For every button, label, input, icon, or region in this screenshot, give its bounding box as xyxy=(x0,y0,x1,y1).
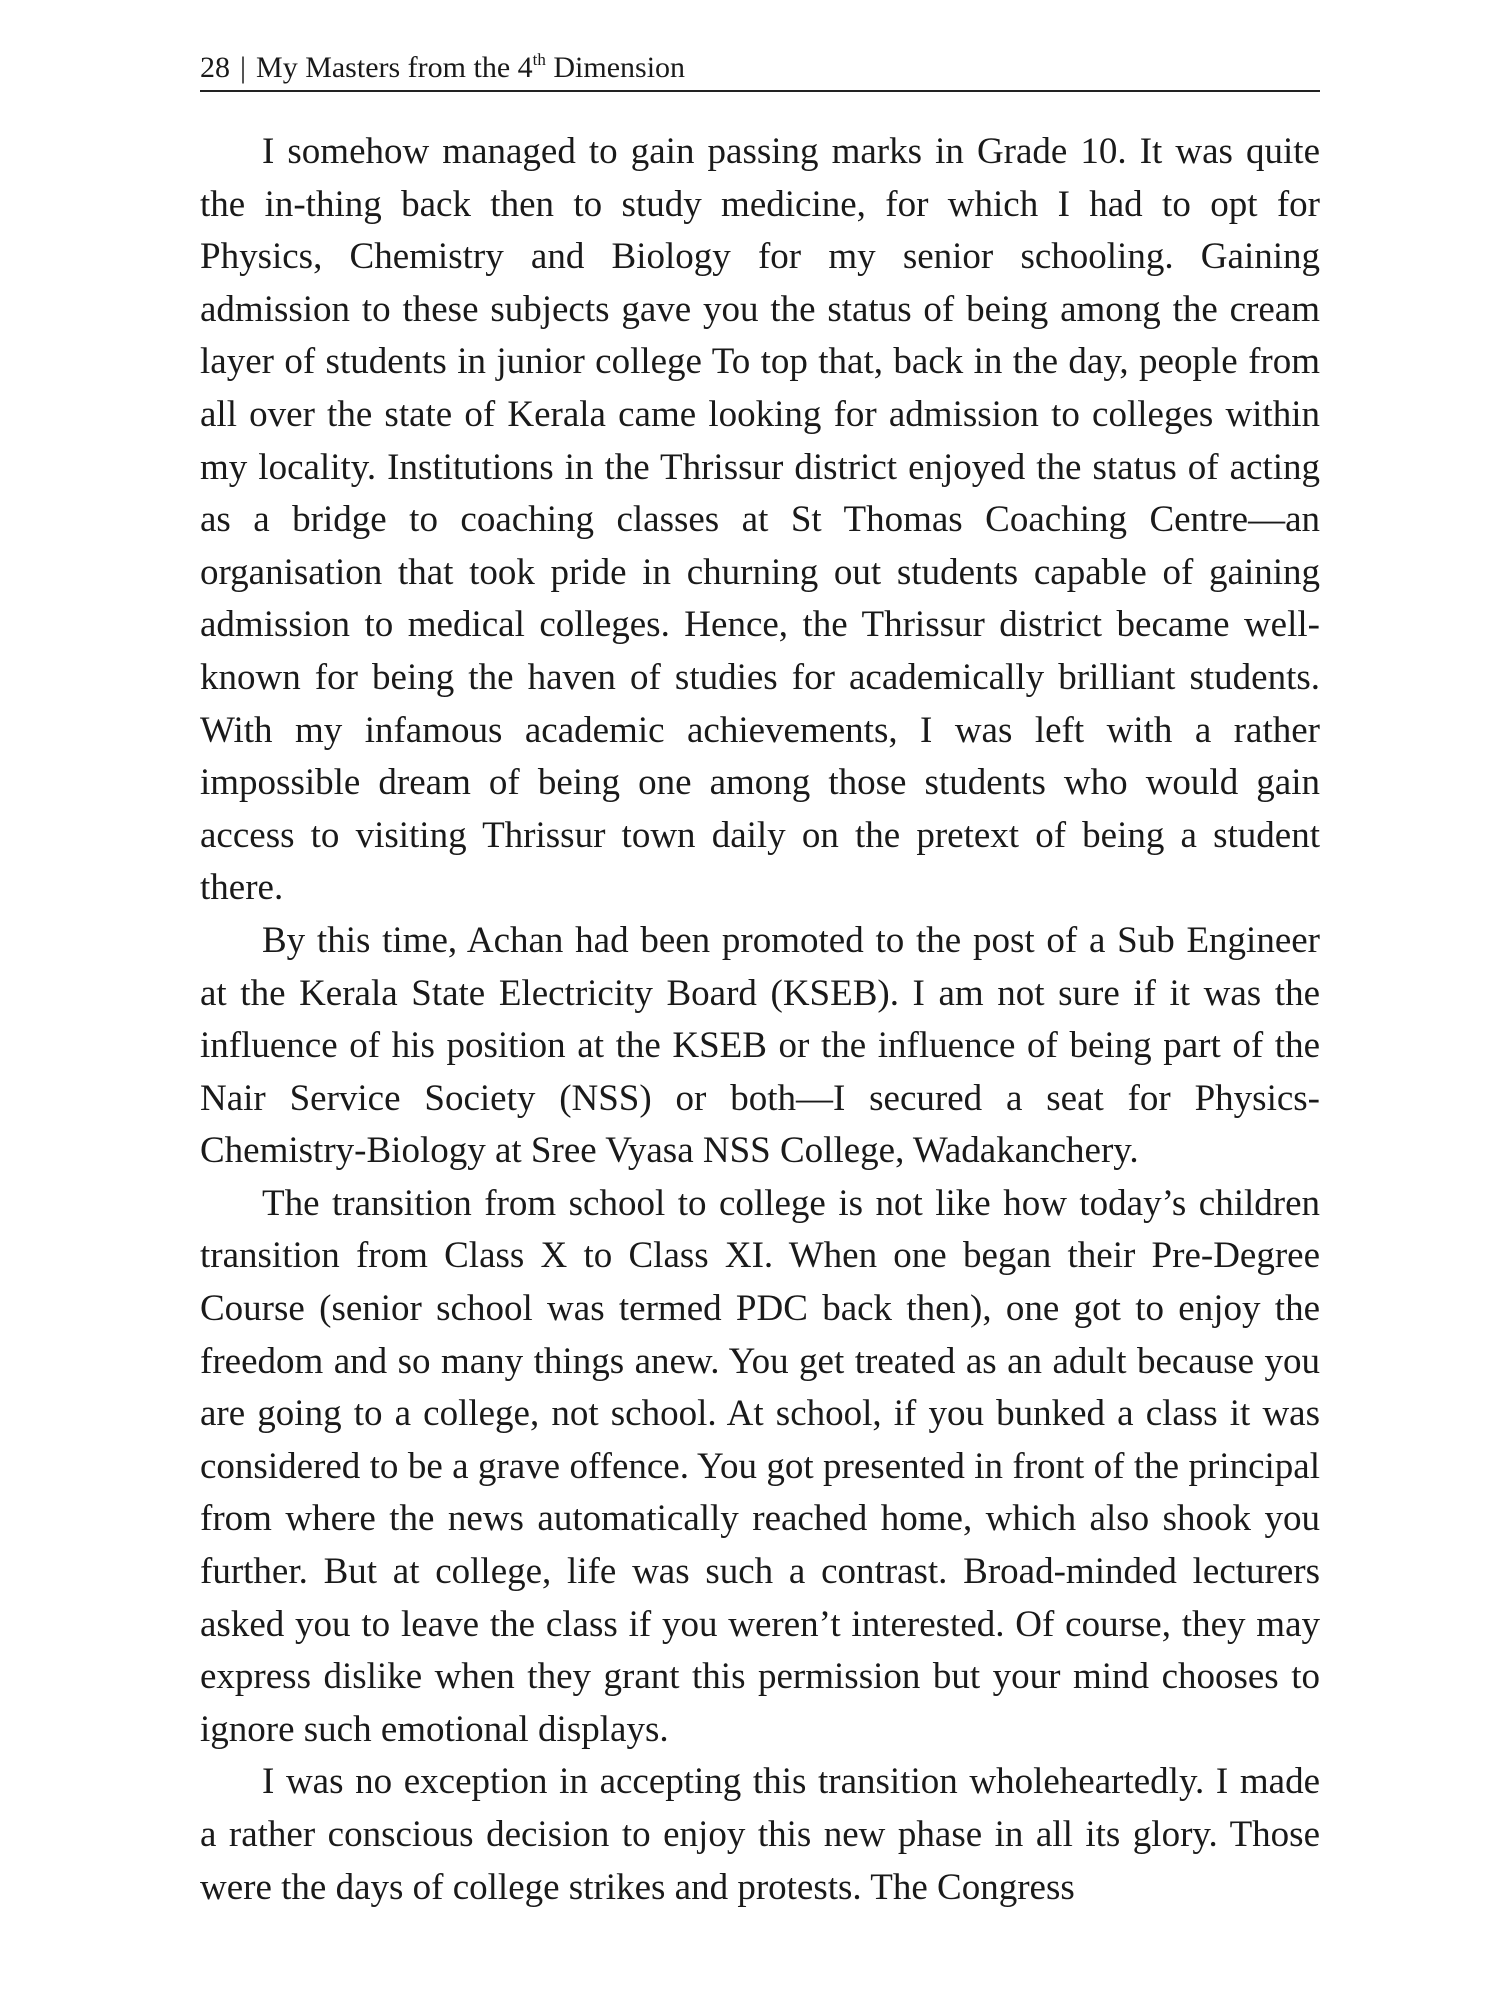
paragraph-3: The transition from school to college is not like how today’s children transition from Class X to Class XI. When one began their Pre-Degree Course (senior school was termed PDC back then), one got to enjoy the freedom and so many things anew. You get treated as an adult because you are going to a college, not school. At school, if you bunked a class it was considered to be a grave offence. You got presented in front of the principal from where the news automatically reached home, which also shook you further. But at college, life was such a contrast. Broad-minded lecturers asked you to leave the class if you weren’t interested. Of course, they may express dislike when they grant this permission but your mind chooses to ignore such emotional displays. xyxy=(200,1182,1320,1750)
book-title xyxy=(256,51,685,84)
page-number: 28 xyxy=(200,51,230,84)
book-title-ordinal-suffix: th xyxy=(532,50,546,69)
running-header xyxy=(200,44,1320,92)
paragraph-4: I was no exception in accepting this transition wholeheartedly. I made a rather conscious decision to enjoy this new phase in all its glory. Those were the days of college strikes and protests. The Congress xyxy=(200,1761,1320,1908)
header-separator: | xyxy=(240,51,247,84)
book-title-rest: Dimension xyxy=(545,51,686,84)
body-text xyxy=(200,126,1320,1914)
book-title-main: My Masters from the 4 xyxy=(256,51,533,84)
paragraph-1: I somehow managed to gain passing marks in Grade 10. It was quite the in-thing back then to study medicine, for which I had to opt for Physics, Chemistry and Biology for my senior schooling. Gaining admission to these subjects gave you the status of being among the cream layer of students in junior college To top that, back in the day, people from all over the state of Kerala came looking for admission to colleges within my locality. Institutions in the Thrissur district enjoyed the status of acting as a bridge to coaching classes at St Thomas Coaching Centre—an organisation that took pride in churning out students capable of gaining admission to medical colleges. Hence, the Thrissur district became well-known for being the haven of studies for academically brilliant students. With my infamous academic achievements, I was left with a rather impossible dream of being one among those students who would gain access to visiting Thrissur town daily on the pretext of being a student there. xyxy=(200,131,1320,909)
header-rule xyxy=(200,90,1320,92)
paragraph-2: By this time, Achan had been promoted to the post of a Sub Engineer at the Kerala State Electricity Board (KSEB). I am not sure if it was the influence of his position at the KSEB or the influence of being part of the Nair Service Society (NSS) or both—I secured a seat for Physics-Chemistry-Biology at Sree Vyasa NSS College, Wadakanchery. xyxy=(200,919,1320,1172)
